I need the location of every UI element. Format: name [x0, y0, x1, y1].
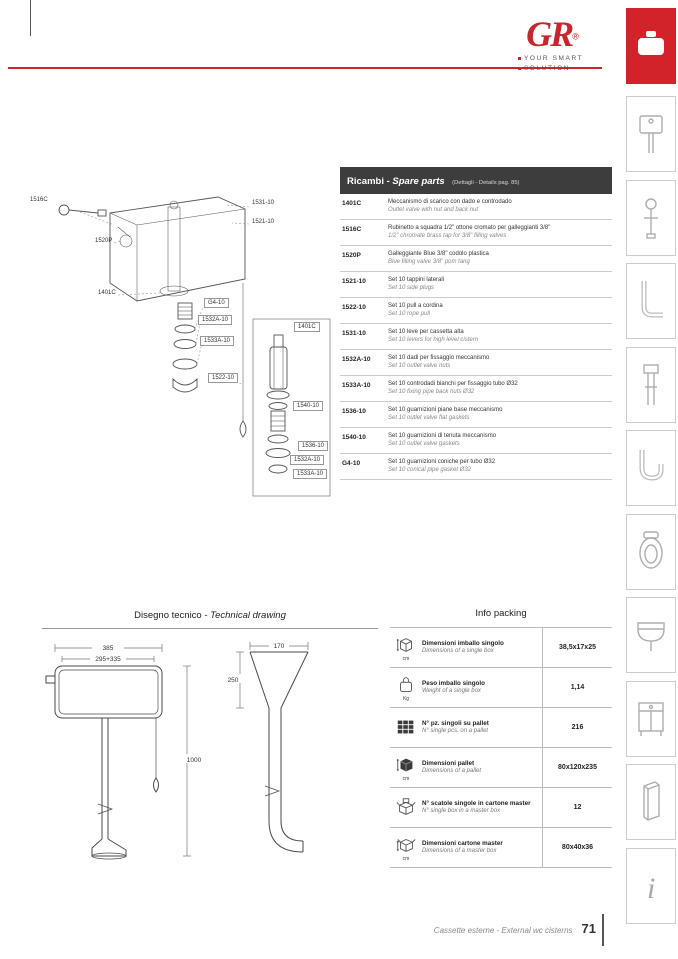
- part-desc-en: Outlet valve with nut and back nut: [388, 206, 479, 213]
- registered-mark: ®: [572, 31, 579, 42]
- svg-text:170: 170: [273, 643, 285, 650]
- table-row: N° pz. singoli su pallet N° single pcs. on a pallet 216: [390, 708, 612, 748]
- master-box-dimensions-icon: [395, 834, 417, 856]
- part-desc-en: Set 10 conical pipe gasket Ø32: [388, 466, 472, 473]
- packing-value: 1,14: [542, 668, 612, 707]
- red-square-icon: [518, 67, 521, 70]
- technical-title-rule: [42, 628, 378, 629]
- spare-parts-rows: [340, 194, 612, 480]
- part-code: 1516C: [342, 226, 362, 233]
- siphon-trap-icon: [631, 440, 671, 496]
- part-desc-en: Blue filling valve 3/8" pom tang: [388, 258, 470, 265]
- spare-parts-subtitle: (Dettagli - Details pag. 85): [452, 180, 520, 186]
- info-packing-section: [390, 608, 612, 868]
- part-label: 1516C: [30, 197, 48, 203]
- part-label: 1540-10: [293, 401, 323, 411]
- spare-parts-title-en: Spare parts: [392, 176, 445, 187]
- sidebar-item-info[interactable]: [626, 848, 676, 924]
- part-label: 1532A-10: [198, 315, 232, 325]
- part-label: 1533A-10: [200, 336, 234, 346]
- unit-label: cm: [402, 775, 410, 782]
- part-label: 1520P: [95, 238, 113, 244]
- table-row: [340, 220, 612, 246]
- table-row: [340, 194, 612, 220]
- page-number: 71: [581, 921, 596, 936]
- master-box-count-icon: [395, 796, 417, 818]
- table-row: [340, 454, 612, 480]
- part-code: G4-10: [342, 460, 361, 467]
- svg-text:295+335: 295+335: [95, 656, 121, 663]
- part-desc-it: Set 10 pull a cordina: [388, 303, 443, 309]
- table-row: [340, 324, 612, 350]
- part-desc-en: Set 10 outlet valve gaskets: [388, 440, 460, 447]
- wc-cistern-icon: [631, 18, 671, 74]
- footer-caption: Cassette esterne - External wc cisterns: [433, 926, 573, 935]
- part-code: 1536-10: [342, 408, 366, 415]
- sidebar-item-bent-pipe[interactable]: [626, 263, 676, 339]
- part-label: 1522-10: [208, 373, 238, 383]
- packing-value: 80x40x36: [542, 828, 612, 867]
- vanity-cabinet-icon: [631, 691, 671, 747]
- svg-text:250: 250: [227, 677, 239, 684]
- part-code: 1520P: [342, 252, 361, 259]
- spare-parts-header: [340, 167, 612, 194]
- part-desc-it: Set 10 dadi per fissaggio meccanismo: [388, 355, 490, 361]
- sidebar-item-cistern-front[interactable]: [626, 96, 676, 172]
- part-code: 1531-10: [342, 330, 366, 337]
- weight-icon: [395, 674, 417, 696]
- svg-text:385: 385: [102, 645, 114, 652]
- part-desc-it: Galleggiante Blue 3/8" codolo plastica: [388, 251, 489, 257]
- table-row: [340, 246, 612, 272]
- part-desc-it: Set 10 guarnizioni di tenuta meccanismo: [388, 433, 497, 439]
- single-box-dimensions-icon: [395, 634, 417, 656]
- part-label: 1532A-10: [290, 455, 324, 465]
- table-row: cm Dimensioni pallet Dimensions of a pallet 80x120x235: [390, 748, 612, 788]
- part-desc-en: Set 10 outlet valve nuts: [388, 362, 451, 369]
- table-row: [340, 298, 612, 324]
- sidebar-item-external-cistern[interactable]: [626, 8, 676, 84]
- part-desc-en: Set 10 side plugs: [388, 284, 435, 291]
- part-label: 1521-10: [252, 219, 275, 225]
- sidebar-item-filling-valve[interactable]: [626, 180, 676, 256]
- technical-drawing-title: Disegno tecnico - Technical drawing: [134, 610, 286, 621]
- sidebar-item-toilet-seat[interactable]: [626, 514, 676, 590]
- part-desc-en: Set 10 rope pull: [388, 310, 431, 317]
- footer-bar: [602, 914, 604, 946]
- part-code: 1533A-10: [342, 382, 371, 389]
- part-label: 1531-10: [252, 200, 275, 206]
- svg-text:1000: 1000: [186, 757, 202, 764]
- part-desc-it: Set 10 leve per cassetta alta: [388, 329, 464, 335]
- spare-parts-title-it: Ricambi -: [347, 176, 393, 187]
- wall-sink-icon: [631, 607, 671, 663]
- packing-value: 12: [542, 788, 612, 827]
- part-code: 1522-10: [342, 304, 366, 311]
- part-label: 1401C: [294, 322, 320, 332]
- sidebar-item-wall-sink[interactable]: [626, 597, 676, 673]
- info-icon: [631, 858, 671, 914]
- table-row: [340, 402, 612, 428]
- exploded-diagram: [18, 183, 340, 503]
- table-row: Kg Peso imballo singolo Weight of a single box 1,14: [390, 668, 612, 708]
- pallet-dimensions-icon: [395, 754, 417, 776]
- part-desc-it: Set 10 guarnizioni coniche per tubo Ø32: [388, 459, 496, 465]
- part-desc-en: Set 10 outlet valve flat gaskets: [388, 414, 470, 421]
- brand-tagline: YOUR SMART SOLUTION: [500, 54, 605, 74]
- info-packing-title: Info packing: [475, 608, 527, 619]
- flush-pipe-icon: [631, 357, 671, 413]
- part-desc-it: Meccanismo di scarico con dado e controdado: [388, 199, 512, 205]
- part-desc-it: Set 10 tappini laterali: [388, 277, 445, 283]
- part-code: 1401C: [342, 200, 362, 207]
- table-row: [340, 428, 612, 454]
- unit-label: Kg: [402, 695, 410, 702]
- part-desc-it: Set 10 guarnizioni piane base meccanismo: [388, 407, 503, 413]
- packing-value: 38,5x17x25: [542, 628, 612, 667]
- shower-column-icon: [631, 774, 671, 830]
- part-desc-en: Set 10 levers for high level cistern: [388, 336, 479, 343]
- table-row: [340, 376, 612, 402]
- part-desc-it: Set 10 controdadi bianchi per fissaggio tubo Ø32: [388, 381, 518, 387]
- unit-label: cm: [402, 655, 410, 662]
- part-label: 1536-10: [298, 441, 328, 451]
- sidebar-item-siphon[interactable]: [626, 430, 676, 506]
- part-label: 1533A-10: [293, 469, 327, 479]
- corner-mark: [30, 0, 31, 36]
- technical-drawing: [40, 636, 385, 886]
- brand-logo: [500, 16, 605, 74]
- toilet-seat-icon: [631, 524, 671, 580]
- part-desc-it: Rubinetto a squadra 1/2" ottone cromato per galleggianti 3/8": [388, 225, 551, 231]
- info-packing-rows: [390, 627, 612, 868]
- table-row: cm Dimensioni cartone master Dimensions of a master box 80x40x36: [390, 828, 612, 868]
- sidebar-item-vanity-cabinet[interactable]: [626, 681, 676, 757]
- svg-text:i: i: [647, 872, 656, 905]
- spare-parts-section: [340, 167, 612, 480]
- part-code: 1532A-10: [342, 356, 371, 363]
- unit-label: cm: [402, 855, 410, 862]
- table-row: [340, 350, 612, 376]
- packing-value: 80x120x235: [542, 748, 612, 787]
- brand-text: GR: [526, 14, 573, 54]
- page-footer: [300, 920, 596, 938]
- packing-value: 216: [542, 708, 612, 747]
- part-desc-en: Set 10 fixing pipe back nuts Ø32: [388, 388, 475, 395]
- bent-pipe-icon: [631, 273, 671, 329]
- part-label: 1401C: [98, 290, 116, 296]
- part-code: 1540-10: [342, 434, 366, 441]
- pallet-pieces-icon: [395, 716, 417, 738]
- red-square-icon: [518, 57, 521, 60]
- table-row: N° scatole singole in cartone master N° single box in a master box 12: [390, 788, 612, 828]
- sidebar-item-shower-column[interactable]: [626, 764, 676, 840]
- table-row: [340, 272, 612, 298]
- sidebar-item-flush-pipe[interactable]: [626, 347, 676, 423]
- filling-valve-icon: [631, 190, 671, 246]
- cistern-front-icon: [631, 106, 671, 162]
- table-row: cm Dimensioni imballo singolo Dimensions of a single box 38,5x17x25: [390, 628, 612, 668]
- part-code: 1521-10: [342, 278, 366, 285]
- part-desc-en: 1/2" chromate brass tap for 3/8" filling valves: [388, 232, 507, 239]
- part-label: G4-10: [204, 298, 229, 308]
